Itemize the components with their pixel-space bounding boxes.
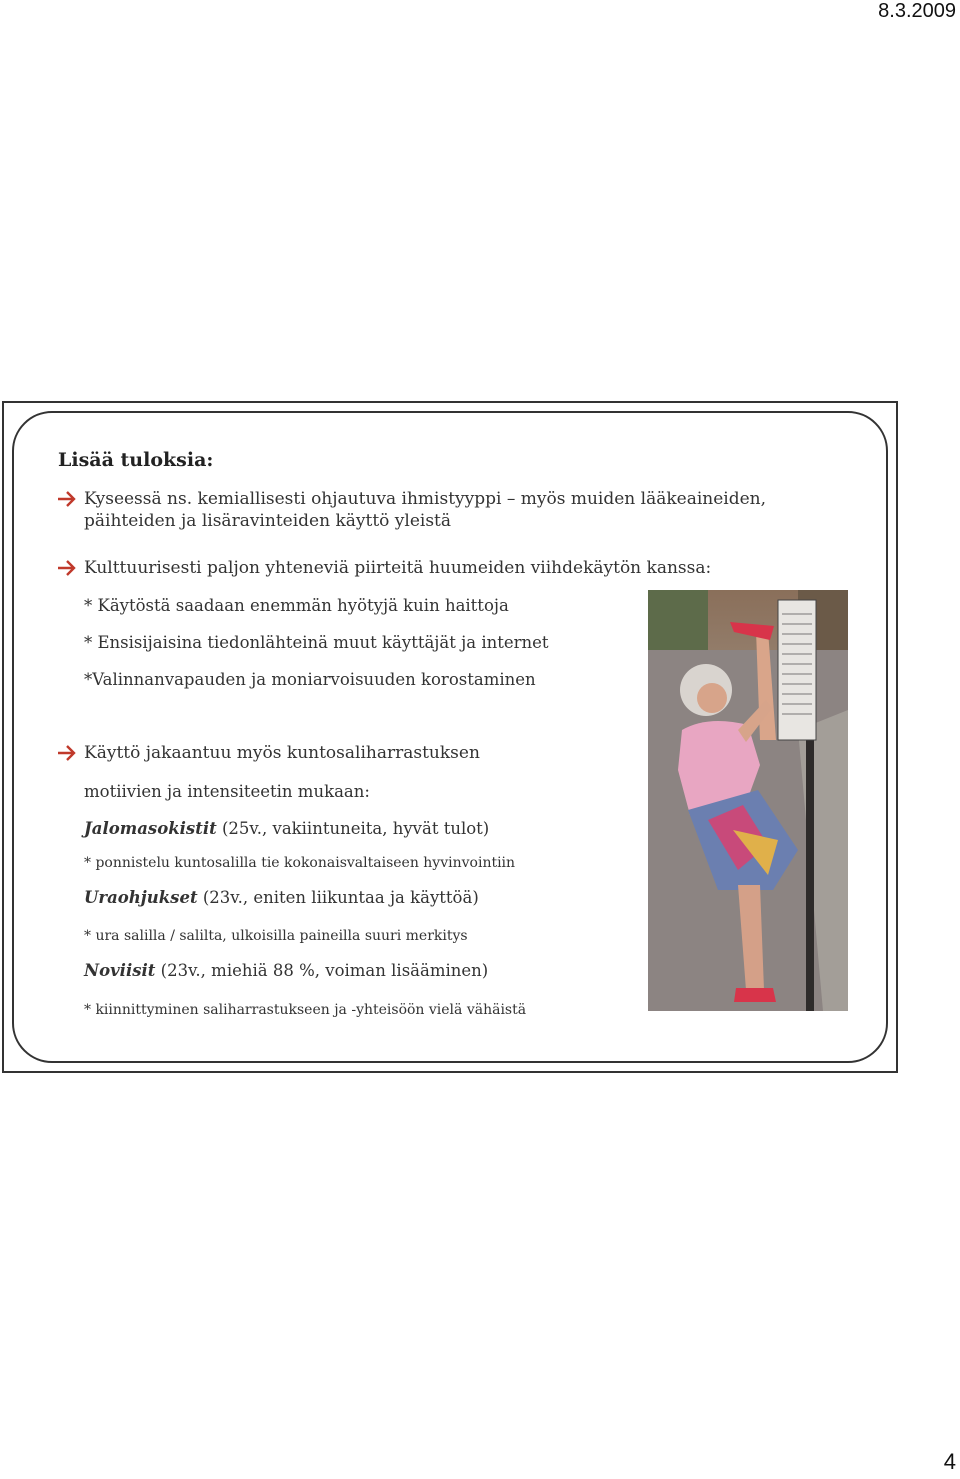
group-2-details: (23v., eniten liikuntaa ja käyttöä) [197,888,479,907]
group-3 [84,961,488,980]
group-3-note: * kiinnittyminen saliharrastukseen ja -yhteisöön vielä vähäistä [84,1002,527,1018]
sub-item-2: * Ensisijaisina tiedonlähteinä muut käyttäjät ja internet [84,633,549,652]
sub-item-3: *Valinnanvapauden ja moniarvoisuuden korostaminen [84,670,536,689]
group-3-details: (23v., miehiä 88 %, voiman lisääminen) [155,961,489,980]
arrow-right-icon [56,743,82,763]
group-3-name: Noviisit [84,961,156,980]
slide [2,401,898,1073]
elderly-woman-stretching-photo [648,590,848,1011]
arrow-right-icon [56,489,82,509]
group-2-name: Uraohjukset [84,888,198,907]
bullet-2-text: Kulttuurisesti paljon yhteneviä piirteitä huumeiden viihdekäytön kanssa: [84,558,712,578]
bullet-1-line-2: päihteiden ja lisäravinteiden käyttö yleistä [84,511,452,531]
group-2-note: * ura salilla / salilta, ulkoisilla paineilla suuri merkitys [84,928,468,944]
slide-title: Lisää tuloksia: [58,449,214,471]
group-1-name: Jalomasokistit [84,819,217,838]
page-number: 4 [943,1449,956,1474]
group-2 [84,888,479,907]
group-1-note: * ponnistelu kuntosalilla tie kokonaisvaltaiseen hyvinvointiin [84,855,516,871]
group-1-details: (25v., vakiintuneita, hyvät tulot) [216,819,490,838]
bullet-1-line-1: Kyseessä ns. kemiallisesti ohjautuva ihmistyyppi – myös muiden lääkeaineiden, [84,489,767,509]
group-1 [84,819,489,838]
header-date: 8.3.2009 [878,0,956,22]
sub-item-1: * Käytöstä saadaan enemmän hyötyjä kuin haittoja [84,596,509,615]
arrow-right-icon [56,558,82,578]
bullet-3-line-1: Käyttö jakaantuu myös kuntosaliharrastuksen [84,743,480,763]
bullet-3-line-2: motiivien ja intensiteetin mukaan: [84,782,370,801]
